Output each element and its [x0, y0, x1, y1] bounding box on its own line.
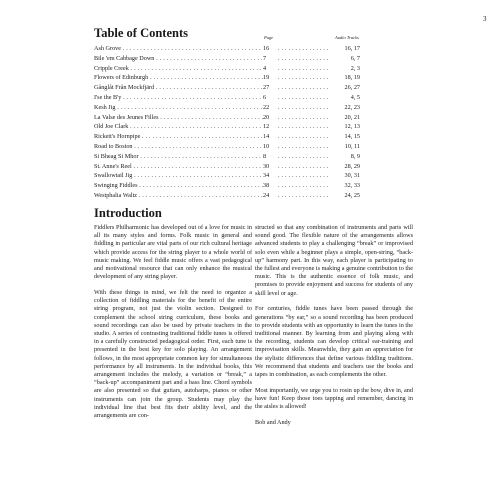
toc-entry — [94, 103, 360, 113]
toc-entry — [94, 44, 360, 54]
toc-leader-dots — [278, 83, 330, 93]
toc-entry-audio-tracks: 2, 3 — [350, 64, 360, 72]
toc-leader-dots — [278, 191, 330, 201]
introduction-heading: Introduction — [94, 206, 162, 220]
intro-paragraph: structed so that any combination of instruments and parts will sound good. The flexible nature of the arrangements allows advanced students to play a challenging “break” or improvised solo even while a beginner plays a simple, open-string, “back-up” harmony part. In this way, each player is participating to the fullest and everyone is making a genuine contribution to the music. This is the authentic essence of folk music, and promises to provide enjoyment and success for students of any skill level or age. — [255, 224, 413, 297]
toc-entry-title: I'se the B'y . . . — [94, 93, 264, 103]
toc-leader-dots — [278, 54, 330, 64]
toc-entry — [94, 83, 360, 93]
toc-entry-audio-tracks: 24, 25 — [344, 191, 360, 199]
toc-leader-dots — [278, 181, 330, 191]
toc-entry-title: Road to Boston . . . — [94, 142, 264, 152]
toc-entry — [94, 171, 360, 181]
toc-page-column-header: Page — [264, 35, 274, 40]
toc-entry-page: 16 — [263, 44, 277, 54]
toc-entry — [94, 181, 360, 191]
toc-entry-page: 4 — [263, 64, 277, 74]
intro-paragraph: Fiddlers Philharmonic has developed out of a love for music in all its many styles and forms. Folk music in general and fiddling in particular are vital parts of our rich cultural heritage which provide access for the string player to a whole world of music making. We feel fiddle music offers a vast pedagogical and motivational resource that can only enhance the musical development of any string player. — [94, 224, 252, 281]
toc-entry-page: 27 — [263, 83, 277, 93]
toc-entry-audio-tracks: 28, 29 — [344, 162, 360, 170]
toc-audio-column-header: Audio Tracks — [335, 35, 359, 40]
toc-entry-title: Cripple Creek . . . — [94, 64, 264, 74]
toc-leader-dots — [278, 122, 330, 132]
toc-entry-page: 19 — [263, 73, 277, 83]
toc-entry-title: Swinging Fiddles . . . — [94, 181, 264, 191]
toc-entry — [94, 64, 360, 74]
toc-leader-dots — [278, 162, 330, 172]
toc-entry-title: Westphalia Waltz . . . — [94, 191, 264, 201]
intro-paragraph: For centuries, fiddle tunes have been passed through the generations “by ear,” so a sound recording has been produced to provide students with an opportunity to learn the tunes in the traditional manner. By learning from and playing along with the recording, students can develop critical ear-training and improvisation skills. Meanwhile, they gain an appreciation for the stylistic differences that define various fiddling traditions. We recommend that students and teachers use the books and tapes in combination, as each complements the other. — [255, 305, 413, 378]
toc-leader-dots — [278, 142, 330, 152]
toc-entry-audio-tracks: 6, 7 — [350, 54, 360, 62]
toc-entry — [94, 142, 360, 152]
toc-entry-page: 6 — [263, 93, 277, 103]
toc-entry — [94, 162, 360, 172]
toc-entry-audio-tracks: 26, 27 — [344, 84, 360, 92]
toc-entry — [94, 132, 360, 142]
toc-entry-title: Rickett's Hornpipe . . . — [94, 132, 264, 142]
toc-heading: Table of Contents — [94, 26, 188, 40]
toc-entry — [94, 93, 360, 103]
toc-entry-title: Bile 'em Cabbage Down . . . — [94, 54, 264, 64]
toc-entry-audio-tracks: 18, 19 — [344, 74, 360, 82]
toc-entry-page: 8 — [263, 152, 277, 162]
introduction-left-column — [94, 224, 252, 428]
toc-entry-title: St. Anne's Reel . . . — [94, 162, 264, 172]
toc-leader-dots — [278, 73, 330, 83]
toc-entry-page: 22 — [263, 103, 277, 113]
intro-paragraph: Most importantly, we urge you to rosin up the bow, dive in, and have fun! Keep those toes tapping and remember, dancing in the aisles is allowed! — [255, 386, 413, 411]
toc-entry-audio-tracks: 14, 15 — [344, 133, 360, 141]
toc-entry-title: Swallowtail Jig . . . — [94, 171, 264, 181]
toc-entry-title: Ash Grove . . . — [94, 44, 264, 54]
introduction-right-column — [255, 224, 413, 434]
toc-entry-title: La Valse des Jeunes Filles . . . — [94, 113, 264, 123]
toc-leader-dots — [278, 64, 330, 74]
table-of-contents — [94, 44, 360, 201]
toc-entry-title: Old Joe Clark . . . — [94, 122, 264, 132]
toc-entry-audio-tracks: 8, 9 — [350, 152, 360, 160]
toc-entry — [94, 54, 360, 64]
toc-leader-dots — [278, 132, 330, 142]
toc-entry-audio-tracks: 22, 23 — [344, 103, 360, 111]
page-number: 3 — [483, 15, 487, 23]
toc-entry-page: 20 — [263, 113, 277, 123]
toc-entry-page: 24 — [263, 191, 277, 201]
toc-entry-page: 10 — [263, 142, 277, 152]
intro-paragraph: With these things in mind, we felt the need to organize a collection of fiddling materials for the benefit of the entire string program, not just the violin section. Designed to complement the school string curriculum, these books and sound recordings can also be used by private teachers in the studio. A series of contrasting traditional fiddle tunes is offered in a carefully constructed pedagogical order. First, each tune is presented in the best key for solo playing. An arrangement follows, in the most appropriate common key for simultaneous performance by all instruments. In the individual books, this arrangement includes the melody, a variation or “break,” a “back-up” accompaniment part and a bass line. Chord symbols are also presented so that guitars, autoharps, pianos or other instruments can join the group. Students may play the individual line that best fits their ability level, and the arrangements are con- — [94, 288, 252, 419]
toc-entry-page: 12 — [263, 122, 277, 132]
intro-paragraph: Bob and Andy — [255, 418, 291, 426]
toc-entry — [94, 191, 360, 201]
toc-entry-page: 34 — [263, 171, 277, 181]
toc-leader-dots — [278, 113, 330, 123]
toc-entry-audio-tracks: 32, 33 — [344, 182, 360, 190]
toc-leader-dots — [278, 93, 330, 103]
toc-entry-audio-tracks: 30, 31 — [344, 172, 360, 180]
toc-entry-title: Flowers of Edinburgh . . . — [94, 73, 264, 83]
toc-entry-audio-tracks: 10, 11 — [344, 142, 360, 150]
toc-leader-dots — [278, 171, 330, 181]
toc-leader-dots — [278, 103, 330, 113]
toc-entry-page: 7 — [263, 54, 277, 64]
toc-entry-audio-tracks: 20, 21 — [344, 113, 360, 121]
toc-entry — [94, 73, 360, 83]
toc-leader-dots — [278, 44, 330, 54]
toc-entry-title: Si Bheag Si Mhor . . . — [94, 152, 264, 162]
toc-entry-page: 30 — [263, 162, 277, 172]
toc-leader-dots — [278, 152, 330, 162]
toc-entry — [94, 113, 360, 123]
toc-entry-audio-tracks: 4, 5 — [350, 93, 360, 101]
toc-entry-page: 14 — [263, 132, 277, 142]
toc-entry-audio-tracks: 12, 13 — [344, 123, 360, 131]
toc-entry-page: 38 — [263, 181, 277, 191]
toc-entry — [94, 152, 360, 162]
toc-entry-title: Kesh Jig . . . — [94, 103, 264, 113]
toc-entry-audio-tracks: 16, 17 — [344, 45, 360, 52]
toc-entry-title: Gånglåt Från Mockfjärd . . . — [94, 83, 264, 93]
toc-entry — [94, 122, 360, 132]
